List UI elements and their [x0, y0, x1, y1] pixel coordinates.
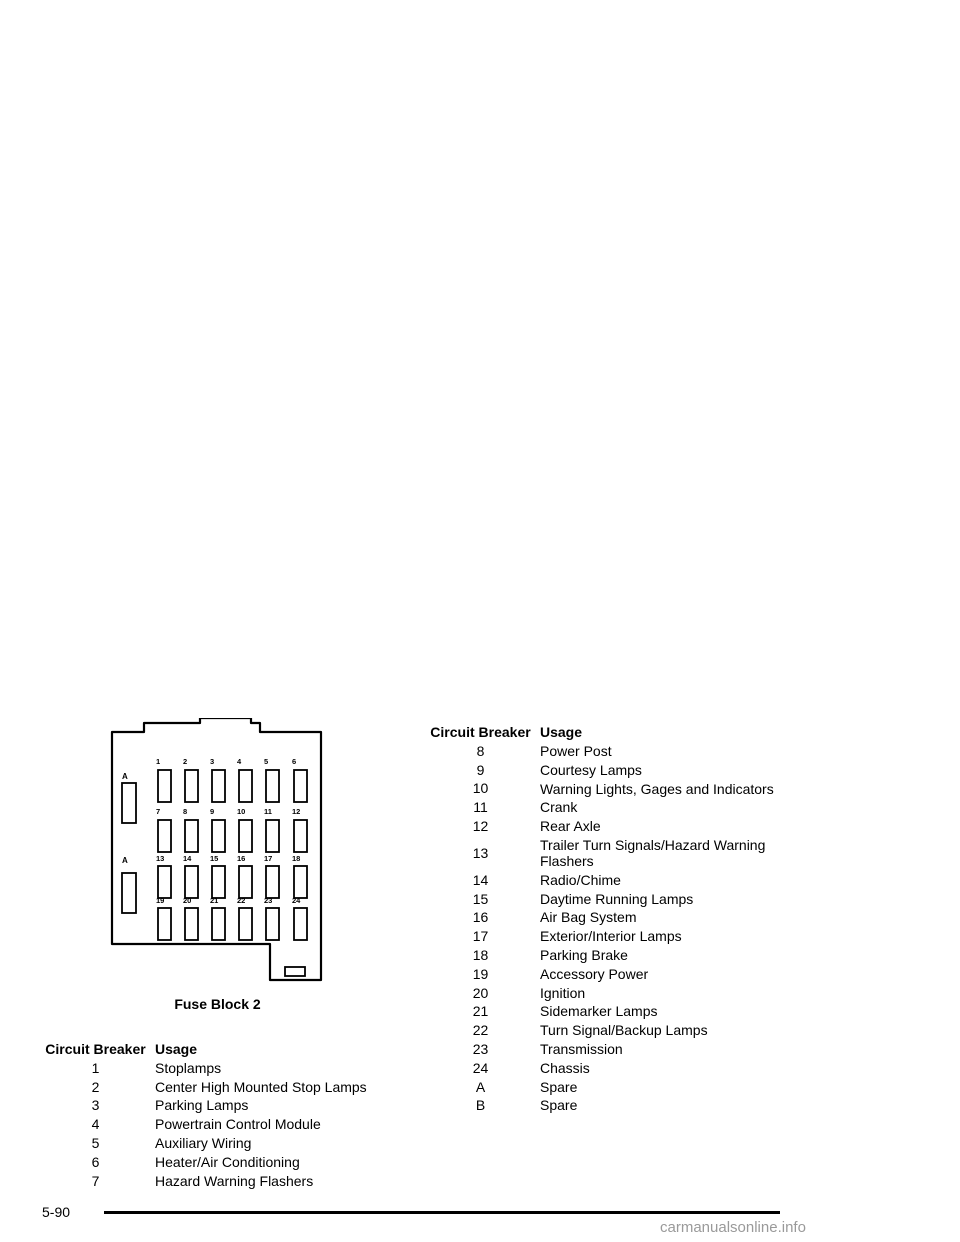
spare-slot-a [122, 783, 136, 823]
breaker-usage: Air Bag System [540, 909, 637, 926]
breaker-usage: Radio/Chime [540, 871, 621, 888]
table-row [429, 908, 780, 927]
table-row [429, 1059, 780, 1078]
breaker-usage: Spare [540, 1078, 578, 1095]
table-row [44, 1153, 367, 1172]
fuse-slot [294, 820, 307, 852]
fuse-slot [158, 770, 171, 802]
fuse-label: 11 [264, 807, 272, 816]
fuse-label: 1 [156, 757, 161, 766]
fuse-slot [185, 820, 198, 852]
breaker-number: 11 [473, 799, 488, 816]
fuse-slot [212, 866, 225, 898]
table-row [429, 1002, 780, 1021]
breaker-usage: Heater/Air Conditioning [155, 1153, 300, 1170]
breaker-number: 8 [476, 742, 485, 759]
breaker-number: 16 [472, 909, 489, 926]
fuse-slot [212, 908, 225, 940]
table-row [429, 965, 780, 984]
fuse-slot [239, 820, 252, 852]
breaker-usage: Power Post [540, 742, 612, 759]
fuse-label: 23 [264, 896, 273, 905]
breaker-usage: Sidemarker Lamps [540, 1003, 658, 1020]
fuse-slot [158, 908, 171, 940]
table-row [429, 817, 780, 836]
page-number: 5-90 [42, 1204, 71, 1220]
relay-slot [285, 967, 305, 976]
fuse-slot [185, 866, 198, 898]
breaker-usage: Hazard Warning Flashers [155, 1172, 314, 1189]
fuse-label: 17 [264, 854, 273, 863]
fuse-label: 14 [183, 854, 192, 863]
fuse-slot [266, 866, 279, 898]
breaker-usage: Stoplamps [155, 1059, 222, 1076]
table-row [429, 779, 780, 798]
fuse-label: 12 [292, 807, 301, 816]
fuse-slot [158, 866, 171, 898]
breaker-number: 19 [472, 965, 489, 982]
breaker-number: B [475, 1097, 486, 1114]
fuse-block-diagram [100, 718, 335, 988]
header-circuit-breaker: Circuit Breaker [430, 724, 531, 740]
breaker-usage: Parking Lamps [155, 1097, 249, 1114]
fuse-label: 21 [210, 896, 219, 905]
breaker-number: 6 [91, 1153, 100, 1170]
table-row [429, 742, 780, 761]
fuse-slot [239, 770, 252, 802]
table-row [44, 1059, 367, 1078]
breaker-number: 12 [472, 817, 489, 834]
table-row [429, 927, 780, 946]
table-row [429, 890, 780, 909]
fuse-label: 4 [237, 757, 242, 766]
side-label-top: A [122, 772, 128, 781]
fuse-label: 20 [183, 896, 192, 905]
breaker-usage: Chassis [540, 1059, 590, 1076]
breaker-usage: Rear Axle [540, 817, 601, 834]
fuse-slot [266, 820, 279, 852]
breaker-number: 7 [91, 1172, 100, 1189]
fuse-label: 9 [210, 807, 215, 816]
breaker-usage: Parking Brake [540, 946, 628, 963]
table-row [429, 984, 780, 1003]
breaker-usage: Daytime Running Lamps [540, 890, 694, 907]
table-row [429, 761, 780, 780]
breaker-usage: Auxiliary Wiring [155, 1134, 252, 1151]
breaker-usage: Transmission [540, 1040, 623, 1057]
breaker-number: 1 [91, 1059, 100, 1076]
table-row [429, 1078, 780, 1097]
fuse-label: 13 [156, 854, 165, 863]
circuit-breaker-table-right [429, 723, 780, 1115]
fuse-grid [156, 757, 307, 940]
table-row [429, 836, 780, 871]
fuse-label: 3 [210, 757, 215, 766]
table-row [44, 1096, 367, 1115]
fuse-slot [185, 908, 198, 940]
breaker-number: 23 [472, 1040, 489, 1057]
breaker-number: 15 [472, 890, 489, 907]
table-row [429, 1040, 780, 1059]
fuse-label: 19 [156, 896, 165, 905]
fuse-slot [212, 820, 225, 852]
breaker-usage: Courtesy Lamps [540, 761, 642, 778]
fuse-label: 6 [292, 757, 297, 766]
spare-slot-b [122, 873, 136, 913]
breaker-usage: Accessory Power [540, 965, 649, 982]
breaker-number: 22 [472, 1022, 489, 1039]
breaker-usage: Turn Signal/Backup Lamps [540, 1022, 708, 1039]
breaker-number: 14 [472, 871, 489, 888]
breaker-usage: Warning Lights, Gages and Indicators [540, 780, 774, 797]
breaker-number: 5 [91, 1134, 100, 1151]
fuse-label: 5 [264, 757, 269, 766]
table-row [44, 1078, 367, 1097]
fuse-slot [294, 770, 307, 802]
breaker-usage: Spare [540, 1097, 578, 1114]
breaker-number: 3 [91, 1097, 100, 1114]
fuse-slot [212, 770, 225, 802]
breaker-number: 24 [472, 1059, 489, 1076]
watermark: carmanualsonline.info [660, 1219, 806, 1236]
table-row [429, 871, 780, 890]
header-circuit-breaker: Circuit Breaker [45, 1041, 146, 1057]
breaker-usage: Center High Mounted Stop Lamps [155, 1078, 367, 1095]
breaker-number: 20 [472, 984, 489, 1001]
breaker-number: 18 [472, 946, 489, 963]
breaker-number: 13 [472, 844, 489, 861]
side-label-bottom: A [122, 856, 128, 865]
header-usage: Usage [540, 724, 583, 740]
fuse-slot [185, 770, 198, 802]
breaker-number: A [475, 1078, 486, 1095]
fuse-slot [266, 908, 279, 940]
table-row [429, 1021, 780, 1040]
table-row [44, 1115, 367, 1134]
breaker-number: 10 [472, 780, 489, 797]
fuse-label: 10 [237, 807, 246, 816]
table-row [429, 798, 780, 817]
table-header-row [429, 723, 780, 742]
fuse-label: 15 [210, 854, 219, 863]
fuse-label: 22 [237, 896, 246, 905]
fuse-label: 16 [237, 854, 246, 863]
footer-rule [104, 1211, 780, 1214]
breaker-usage: Exterior/Interior Lamps [540, 928, 682, 945]
breaker-number: 4 [91, 1116, 100, 1133]
breaker-usage: Crank [540, 799, 578, 816]
fuse-label: 2 [183, 757, 188, 766]
fuse-slot [239, 908, 252, 940]
diagram-caption: Fuse Block 2 [174, 996, 261, 1012]
breaker-number: 2 [91, 1078, 100, 1095]
fuse-slot [294, 866, 307, 898]
fuse-slot [266, 770, 279, 802]
table-row [429, 946, 780, 965]
breaker-number: 9 [476, 761, 485, 778]
fuse-slot [294, 908, 307, 940]
fuse-label: 24 [292, 896, 301, 905]
table-row [44, 1134, 367, 1153]
breaker-number: 21 [472, 1003, 489, 1020]
fuse-slot [158, 820, 171, 852]
fuse-label: 7 [156, 807, 161, 816]
table-row [429, 1096, 780, 1115]
table-header-row [44, 1040, 367, 1059]
table-row [44, 1172, 367, 1191]
fuse-label: 8 [183, 807, 188, 816]
circuit-breaker-table-left [44, 1040, 367, 1190]
fuse-label: 18 [292, 854, 301, 863]
breaker-usage: Trailer Turn Signals/Hazard Warning Flashers [540, 836, 766, 870]
breaker-usage: Powertrain Control Module [155, 1116, 321, 1133]
breaker-usage: Ignition [540, 984, 586, 1001]
header-usage: Usage [155, 1041, 198, 1057]
breaker-number: 17 [472, 928, 489, 945]
fuse-slot [239, 866, 252, 898]
